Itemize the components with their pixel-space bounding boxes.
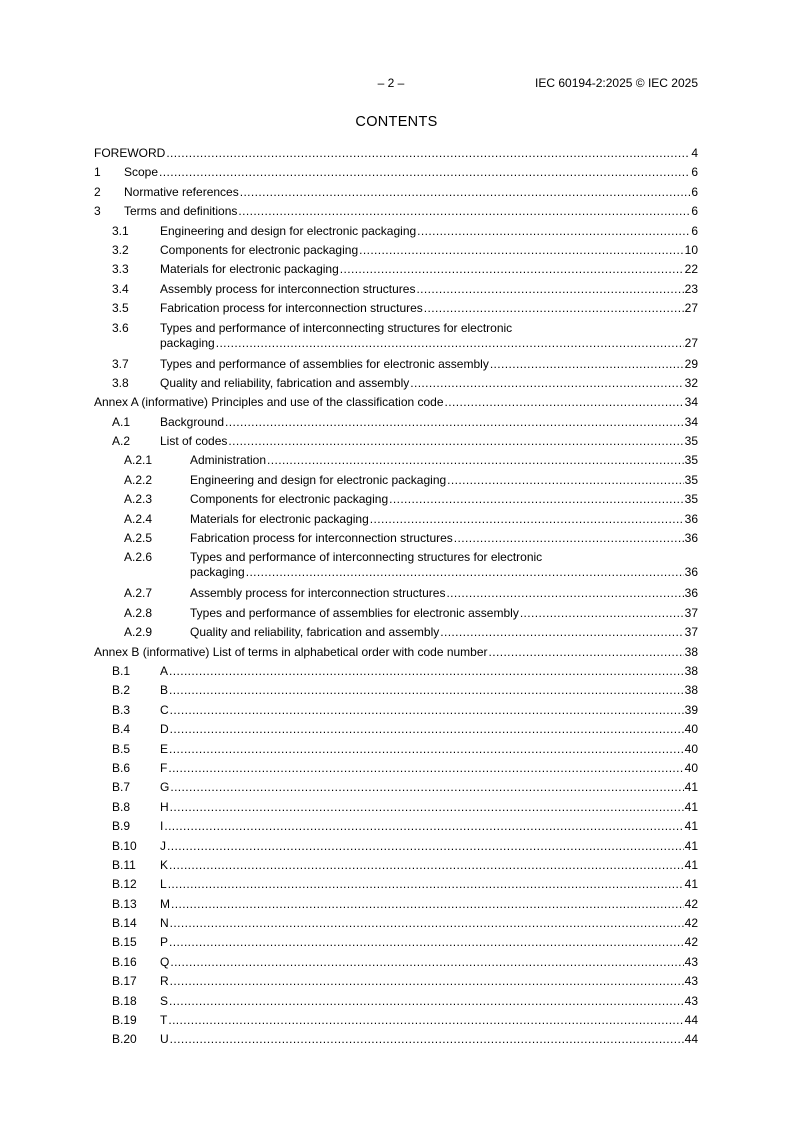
- dot-leader: [170, 974, 684, 988]
- toc-entry-page-number: 37: [684, 605, 698, 620]
- toc-entry[interactable]: [94, 259, 698, 278]
- toc-entry-page-number: 44: [684, 1032, 698, 1047]
- toc-entry-title: J: [160, 838, 166, 853]
- toc-entry-number: B.4: [112, 722, 131, 737]
- toc-entry[interactable]: [94, 642, 698, 661]
- toc-entry-page-number: 36: [684, 586, 698, 601]
- toc-entry-title: Terms and definitions: [124, 204, 238, 219]
- toc-entry-page-number: 41: [684, 838, 698, 853]
- toc-entry[interactable]: [94, 661, 698, 680]
- toc-entry-title: C: [160, 702, 169, 717]
- toc-entry-title: packaging: [160, 335, 215, 350]
- toc-entry-title: List of codes: [160, 434, 228, 449]
- toc-entry-number: B.16: [112, 954, 137, 969]
- toc-entry[interactable]: [94, 318, 698, 354]
- toc-entry-page-number: 27: [684, 335, 698, 350]
- toc-entry-page-number: 43: [684, 993, 698, 1008]
- toc-entry-page-number: 6: [691, 165, 698, 180]
- toc-entry[interactable]: [94, 489, 698, 508]
- toc-entry[interactable]: [94, 894, 698, 913]
- dot-leader: [447, 473, 683, 487]
- toc-entry[interactable]: [94, 739, 698, 758]
- toc-entry-number: B.10: [112, 838, 137, 853]
- toc-entry-page-number: 40: [684, 741, 698, 756]
- toc-entry-number: 3.3: [112, 262, 129, 277]
- dot-leader: [454, 531, 684, 545]
- toc-entry-title: F: [160, 760, 168, 775]
- toc-entry-number: B.17: [112, 974, 137, 989]
- toc-entry[interactable]: [94, 603, 698, 622]
- toc-entry-title: FOREWORD: [94, 146, 166, 160]
- toc-entry-page-number: 35: [684, 492, 698, 507]
- toc-entry-number: A.2: [112, 434, 131, 449]
- dot-leader: [246, 565, 684, 579]
- dot-leader: [169, 664, 684, 678]
- page-number: – 2 –: [377, 76, 405, 90]
- toc-entry-number: B.5: [112, 741, 131, 756]
- toc-entry-page-number: 35: [684, 472, 698, 487]
- toc-entry-title: U: [160, 1032, 169, 1047]
- dot-leader: [167, 839, 684, 853]
- toc-entry-page-number: 6: [691, 223, 698, 238]
- toc-entry-page-number: 36: [684, 531, 698, 546]
- toc-entry-title: K: [160, 857, 169, 872]
- toc-entry-page-number: 42: [684, 935, 698, 950]
- toc-entry-title: Types and performance of assemblies for electronic assembly: [160, 356, 489, 371]
- dot-leader: [340, 262, 684, 276]
- toc-entry-number: 3.6: [112, 320, 129, 335]
- toc-entry[interactable]: [94, 221, 698, 240]
- toc-entry-title: Normative references: [124, 184, 239, 199]
- toc-entry-title: Quality and reliability, fabrication and assembly: [190, 625, 440, 640]
- toc-entry[interactable]: [94, 932, 698, 951]
- toc-entry-page-number: 34: [684, 414, 698, 429]
- toc-entry-title: S: [160, 993, 169, 1008]
- toc-entry-page-number: 40: [684, 722, 698, 737]
- toc-entry-title: Engineering and design for electronic packaging: [160, 223, 417, 238]
- dot-leader: [225, 415, 684, 429]
- toc-entry[interactable]: [94, 1010, 698, 1029]
- dot-leader: [170, 916, 684, 930]
- toc-entry-page-number: 29: [684, 356, 698, 371]
- toc-entry-number: A.2.3: [124, 492, 153, 507]
- toc-entry-page-number: 39: [684, 702, 698, 717]
- toc-entry[interactable]: [94, 855, 698, 874]
- dot-leader: [424, 301, 684, 315]
- toc-entry-number: 3.5: [112, 301, 129, 316]
- toc-entry[interactable]: [94, 431, 698, 450]
- dot-leader: [168, 1013, 683, 1027]
- dot-leader: [410, 376, 683, 390]
- dot-leader: [169, 935, 684, 949]
- toc-entry[interactable]: [94, 719, 698, 738]
- toc-entry-number: B.6: [112, 760, 131, 775]
- toc-entry[interactable]: [94, 874, 698, 893]
- toc-entry[interactable]: [94, 700, 698, 719]
- toc-entry[interactable]: [94, 797, 698, 816]
- dot-leader: [168, 761, 683, 775]
- dot-leader: [166, 146, 690, 160]
- dot-leader: [169, 683, 684, 697]
- dot-leader: [228, 434, 683, 448]
- toc-entry-page-number: 40: [684, 760, 698, 775]
- toc-entry-page-number: 43: [684, 974, 698, 989]
- toc-entry-page-number: 34: [684, 395, 698, 410]
- toc-entry[interactable]: [94, 758, 698, 777]
- toc-entry[interactable]: [94, 583, 698, 602]
- toc-entry[interactable]: [94, 201, 698, 220]
- toc-entry[interactable]: [94, 680, 698, 699]
- toc-entry-title: G: [160, 780, 170, 795]
- dot-leader: [169, 858, 684, 872]
- toc-entry-page-number: 41: [684, 780, 698, 795]
- toc-entry[interactable]: [94, 547, 698, 583]
- toc-entry-title: Fabrication process for interconnection structures: [160, 301, 423, 316]
- toc-entry-page-number: 38: [684, 663, 698, 678]
- toc-entry-number: A.1: [112, 414, 131, 429]
- toc-entry-title: I: [160, 819, 164, 834]
- toc-entry-number: B.3: [112, 702, 131, 717]
- toc-entry-title: Fabrication process for interconnection structures: [190, 531, 453, 546]
- dot-leader: [359, 243, 684, 257]
- toc-entry-number: 3.1: [112, 223, 129, 238]
- toc-entry-page-number: 4: [691, 146, 698, 160]
- toc-entry-page-number: 38: [684, 683, 698, 698]
- toc-entry-number: B.12: [112, 877, 137, 892]
- toc-entry-number: A.2.2: [124, 472, 153, 487]
- toc-entry-number: B.9: [112, 819, 131, 834]
- toc-entry-number: B.15: [112, 935, 137, 950]
- dot-leader: [171, 897, 684, 911]
- toc-entry-title: Components for electronic packaging: [190, 492, 389, 507]
- toc-entry-number: B.2: [112, 683, 131, 698]
- toc-entry-number: B.18: [112, 993, 137, 1008]
- toc-entry-page-number: 41: [684, 799, 698, 814]
- toc-entry-number: 1: [94, 165, 101, 180]
- toc-entry[interactable]: [94, 470, 698, 489]
- toc-entry-page-number: 41: [684, 877, 698, 892]
- toc-entry-number: B.7: [112, 780, 131, 795]
- toc-entry-number: B.13: [112, 896, 137, 911]
- toc-entry-page-number: 38: [684, 644, 698, 659]
- dot-leader: [168, 877, 684, 891]
- toc-entry-title: Assembly process for interconnection structures: [160, 281, 416, 296]
- toc-entry-number: A.2.7: [124, 586, 153, 601]
- toc-entry-page-number: 22: [684, 262, 698, 277]
- toc-entry-title: Annex B (informative) List of terms in alphabetical order with code number: [94, 644, 488, 659]
- toc-entry-page-number: 6: [691, 204, 698, 219]
- toc-entry-title: L: [160, 877, 167, 892]
- toc-entry[interactable]: [94, 279, 698, 298]
- toc-entry[interactable]: [94, 1029, 698, 1048]
- toc-entry-number: 3: [94, 204, 101, 219]
- toc-entry-title: Assembly process for interconnection structures: [190, 586, 446, 601]
- toc-entry[interactable]: [94, 971, 698, 990]
- toc-entry-number: B.1: [112, 663, 131, 678]
- toc-entry[interactable]: [94, 952, 698, 971]
- dot-leader: [170, 955, 683, 969]
- toc-entry-title: D: [160, 722, 169, 737]
- toc-entry-page-number: 32: [684, 375, 698, 390]
- toc-entry-page-number: 23: [684, 281, 698, 296]
- toc-entry-title: T: [160, 1013, 168, 1028]
- toc-entry-title: Materials for electronic packaging: [190, 511, 369, 526]
- toc-entry[interactable]: [94, 162, 698, 181]
- toc-entry-title: M: [160, 896, 170, 911]
- toc-entry[interactable]: [94, 450, 698, 469]
- toc-entry-number: A.2.6: [124, 550, 153, 565]
- dot-leader: [267, 453, 684, 467]
- toc-entry[interactable]: [94, 913, 698, 932]
- dot-leader: [170, 1032, 684, 1046]
- toc-entry-title: Background: [160, 414, 225, 429]
- toc-entry-number: B.14: [112, 916, 137, 931]
- dot-leader: [170, 703, 684, 717]
- toc-entry[interactable]: [94, 143, 698, 162]
- toc-entry-title: P: [160, 935, 169, 950]
- dot-leader: [490, 357, 684, 371]
- toc-entry[interactable]: [94, 373, 698, 392]
- toc-entry-page-number: 41: [684, 819, 698, 834]
- toc-entry-page-number: 35: [684, 453, 698, 468]
- toc-entry-number: B.19: [112, 1013, 137, 1028]
- dot-leader: [216, 336, 684, 350]
- toc-entry-number: 3.2: [112, 242, 129, 257]
- toc-entry-title: Types and performance of assemblies for electronic assembly: [190, 605, 519, 620]
- dot-leader: [520, 606, 684, 620]
- toc-entry-number: A.2.1: [124, 453, 153, 468]
- toc-entry-title: E: [160, 741, 169, 756]
- toc-entry-page-number: 42: [684, 916, 698, 931]
- page-header: [0, 76, 793, 92]
- table-of-contents: [94, 143, 698, 1049]
- toc-entry-page-number: 10: [684, 242, 698, 257]
- toc-entry-number: 2: [94, 184, 101, 199]
- toc-entry[interactable]: [94, 509, 698, 528]
- dot-leader: [446, 586, 683, 600]
- toc-entry-number: A.2.8: [124, 605, 153, 620]
- dot-leader: [169, 742, 684, 756]
- dot-leader: [416, 282, 683, 296]
- toc-entry-title: packaging: [190, 565, 245, 580]
- toc-entry-title: Annex A (informative) Principles and use of the classification code: [94, 395, 444, 410]
- page-title: CONTENTS: [355, 114, 438, 130]
- dot-leader: [169, 994, 684, 1008]
- dot-leader: [170, 722, 684, 736]
- toc-entry[interactable]: [94, 354, 698, 373]
- toc-entry-page-number: 43: [684, 954, 698, 969]
- dot-leader: [370, 512, 684, 526]
- document-reference: IEC 60194-2:2025 © IEC 2025: [535, 76, 698, 90]
- dot-leader: [164, 819, 683, 833]
- toc-entry-title: Quality and reliability, fabrication and assembly: [160, 375, 410, 390]
- toc-entry-page-number: 36: [684, 565, 698, 580]
- toc-entry-title: H: [160, 799, 169, 814]
- toc-entry-title: R: [160, 974, 169, 989]
- toc-entry-number: 3.7: [112, 356, 129, 371]
- toc-entry-number: B.11: [112, 857, 136, 872]
- toc-entry-number: B.8: [112, 799, 131, 814]
- toc-entry-number: 3.8: [112, 375, 129, 390]
- toc-entry-page-number: 37: [684, 625, 698, 640]
- dot-leader: [489, 645, 684, 659]
- toc-entry-page-number: 44: [684, 1013, 698, 1028]
- dot-leader: [389, 492, 684, 506]
- toc-entry-number: A.2.9: [124, 625, 153, 640]
- toc-entry[interactable]: [94, 182, 698, 201]
- toc-entry-page-number: 27: [684, 301, 698, 316]
- toc-entry-page-number: 42: [684, 896, 698, 911]
- toc-entry-title: Administration: [190, 453, 267, 468]
- toc-entry-title: B: [160, 683, 169, 698]
- toc-entry-title: Engineering and design for electronic packaging: [190, 472, 447, 487]
- toc-entry-page-number: 36: [684, 511, 698, 526]
- toc-entry-title: Materials for electronic packaging: [160, 262, 339, 277]
- toc-entry-title: Q: [160, 954, 170, 969]
- toc-entry-page-number: 35: [684, 434, 698, 449]
- toc-entry-title: Types and performance of interconnecting structures for electronic: [160, 320, 513, 335]
- toc-entry[interactable]: [94, 412, 698, 431]
- toc-entry-number: 3.4: [112, 281, 129, 296]
- toc-entry-page-number: 41: [684, 857, 698, 872]
- toc-entry-number: A.2.4: [124, 511, 153, 526]
- toc-entry-page-number: 6: [691, 184, 698, 199]
- dot-leader: [170, 800, 684, 814]
- toc-entry[interactable]: [94, 240, 698, 259]
- dot-leader: [240, 185, 691, 199]
- toc-entry-number: A.2.5: [124, 531, 153, 546]
- dot-leader: [170, 780, 683, 794]
- toc-entry[interactable]: [94, 622, 698, 641]
- toc-entry[interactable]: [94, 528, 698, 547]
- toc-entry-title: Types and performance of interconnecting structures for electronic: [190, 550, 543, 565]
- toc-entry[interactable]: [94, 392, 698, 411]
- toc-entry[interactable]: [94, 298, 698, 317]
- dot-leader: [440, 625, 683, 639]
- dot-leader: [445, 395, 684, 409]
- toc-entry-number: B.20: [112, 1032, 137, 1047]
- dot-leader: [159, 165, 690, 179]
- toc-entry[interactable]: [94, 777, 698, 796]
- toc-entry[interactable]: [94, 991, 698, 1010]
- dot-leader: [238, 204, 690, 218]
- toc-entry-title: A: [160, 663, 169, 678]
- toc-entry[interactable]: [94, 836, 698, 855]
- toc-entry[interactable]: [94, 816, 698, 835]
- toc-entry-title: Scope: [124, 165, 159, 180]
- dot-leader: [417, 224, 690, 238]
- toc-entry-title: N: [160, 916, 169, 931]
- toc-entry-title: Components for electronic packaging: [160, 242, 359, 257]
